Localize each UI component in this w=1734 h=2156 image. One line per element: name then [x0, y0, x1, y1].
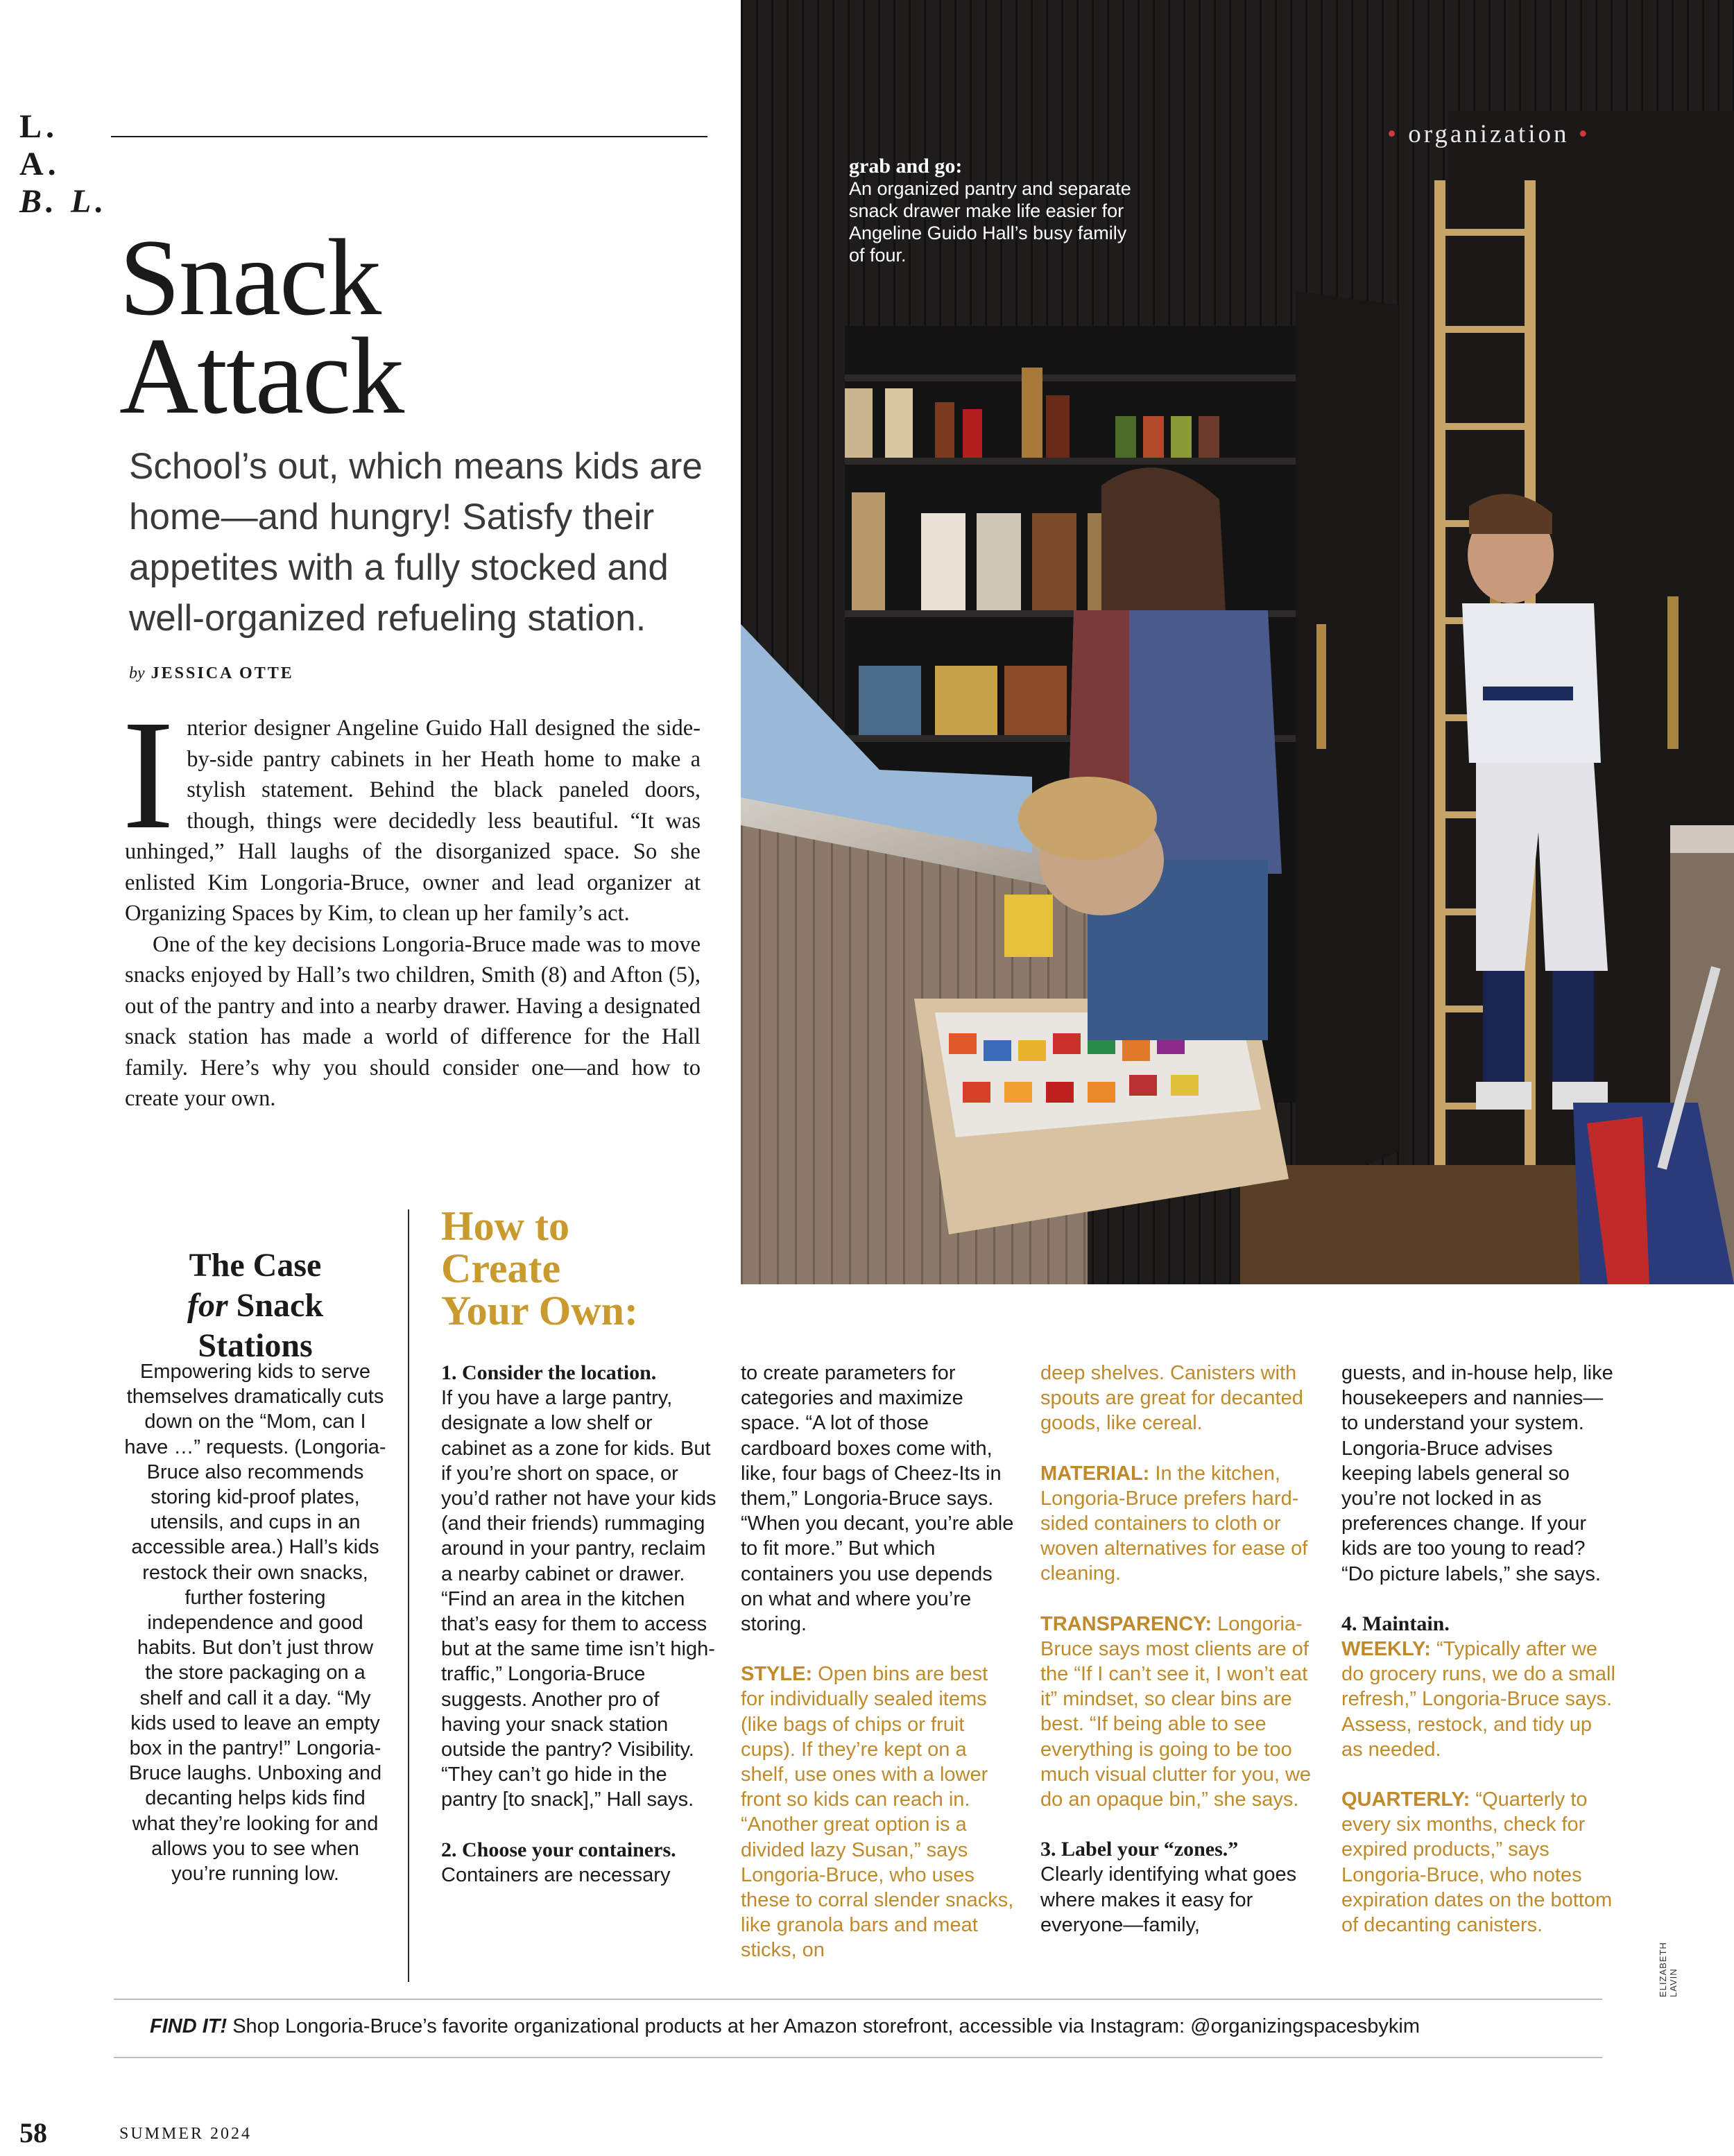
section-label: organization: [1408, 120, 1570, 148]
howto-column-1: [441, 1361, 717, 1913]
weekly-label: WEEKLY:: [1341, 1638, 1431, 1661]
quarterly-label: QUARTERLY:: [1341, 1788, 1470, 1811]
photo-credit: ELIZABETH LAVIN: [1658, 1942, 1679, 1997]
transparency-label: TRANSPARENCY:: [1040, 1612, 1212, 1635]
paragraph-2: One of the key decisions Longoria-Bruce made was to move snacks enjoyed by Hall’s two children, Smith (8) and Afton (5), out of the pantry and into a nearby drawer. Having a designated snack station has made a world of difference for the Hall family. Here’s why you should consider one—and how to create your own.: [125, 931, 701, 1111]
style-label: STYLE:: [741, 1663, 813, 1686]
article-deck: School’s out, which means kids are home—and hungry! Satisfy their appetites with a fully stocked and well-organized refueling station.: [129, 446, 703, 639]
step-3-text: Clearly identifying what goes where makes it easy for everyone—family,: [1040, 1863, 1297, 1936]
quarterly-tip: [1341, 1787, 1617, 1938]
caption-lead: grab and go:: [849, 155, 963, 178]
photo-caption: [849, 155, 1140, 266]
find-it-rule-top: [114, 1999, 1602, 2000]
header-rule: [111, 136, 707, 137]
transparency-text: Longoria-Bruce says most clients are of the “If I can’t see it, I won’t eat it” mindset, so clear bins are best. “If being able to see everything is going to be too much visual clutter for you, we do an opaque bin,” she says.: [1040, 1612, 1312, 1811]
sidebar-heading-line-1: The Case: [189, 1247, 322, 1284]
byline-prefix: by: [129, 664, 145, 682]
style-tip: [741, 1662, 1017, 1963]
caption-text: An organized pantry and separate snack drawer make life easier for Angeline Guido Hall’s busy family of four.: [849, 178, 1131, 266]
title-line-2: Attack: [119, 316, 404, 437]
step-3-continued: guests, and in-house help, like housekeepers and nannies—to understand your system. Longoria-Bruce advises keeping labels general so you’re not locked in as preferences change. If your kids are too young to read? “Do picture labels,” she says.: [1341, 1362, 1613, 1585]
material-label: MATERIAL:: [1040, 1462, 1150, 1485]
drop-cap: I: [122, 688, 175, 861]
style-tip-continued: deep shelves. Canisters with spouts are great for decanted goods, like cereal.: [1040, 1362, 1303, 1435]
logo-line-1: L. A.: [19, 108, 60, 182]
howto-heading: [441, 1205, 732, 1332]
title-line-1: Snack: [119, 217, 381, 338]
section-tag: [1387, 119, 1590, 149]
column-divider: [408, 1209, 409, 1982]
sidebar-heading: [123, 1245, 387, 1366]
article-body: [122, 688, 701, 1114]
find-it-rule-bottom: [114, 2057, 1602, 2058]
step-1-text: If you have a large pantry, designate a low shelf or cabinet as a zone for kids. But if you’re short on space, or you’d rather not have your kids (and their friends) rummaging around in your pantry, reclaim a nearby cabinet or drawer. “Find an area in the kitchen that’s easy for them to access but at the same time isn’t high-traffic,” Longoria-Bruce suggests. Another pro of having your snack station outside the pantry? Visibility. “They can’t go hide in the pantry [to snack],” Hall says.: [441, 1387, 716, 1811]
step-3-title: 3. Label your “zones.”: [1040, 1838, 1239, 1861]
sidebar-heading-snack: Snack: [228, 1287, 324, 1324]
byline: [129, 664, 294, 683]
material-text: In the kitchen, Longoria-Bruce prefers hard-sided containers to cloth or woven alternatives for ease of cleaning.: [1040, 1462, 1308, 1585]
section-dot-right: •: [1578, 120, 1590, 148]
howto-heading-line-3: Your Own:: [441, 1288, 638, 1334]
howto-heading-line-2: Create: [441, 1245, 561, 1291]
step-2-continued: to create parameters for categories and maximize space. “A lot of those cardboard boxes come with, like, four bags of Cheez-Its in them,” Longoria-Bruce says. “When you decant, you’re able to fit more.” But which containers you use depends on what and where you’re storing.: [741, 1362, 1014, 1636]
section-dot-left: •: [1387, 120, 1399, 148]
step-2-text: Containers are necessary: [441, 1863, 671, 1886]
paragraph-1: [122, 688, 701, 929]
howto-heading-line-1: How to: [441, 1203, 569, 1249]
howto-column-2: [741, 1361, 1017, 1988]
sidebar-body: Empowering kids to serve themselves dramatically cuts down on the “Mom, can I have …” requests. (Longoria-Bruce also recommends storing kid-proof plates, utensils, and cups in an accessible area.) Hall’s kids restock their own snacks, further fostering independence and good habits. But don’t just throw the store packaging on a shelf and call it a day. “My kids used to leave an empty box in the pantry!” Longoria-Bruce laughs. Unboxing and decanting helps kids find what they’re looking for and allows you to see when you’re running low.: [124, 1361, 386, 1886]
article-title: [119, 217, 605, 437]
find-it-text: Shop Longoria-Bruce’s favorite organizational products at her Amazon storefront, accessible via Instagram: @organizingspacesbykim: [227, 2015, 1420, 2037]
find-it-label: FIND IT!: [150, 2015, 228, 2037]
weekly-text: “Typically after we do grocery runs, we do a small refresh,” Longoria-Bruce says. Assess, restock, and tidy up as needed.: [1341, 1638, 1615, 1761]
find-it-note: [150, 2012, 1606, 2040]
sidebar-heading-line-3: Stations: [198, 1327, 313, 1364]
howto-column-4: [1341, 1361, 1617, 1963]
sidebar-heading-line-2: [123, 1286, 387, 1326]
step-1-title: 1. Consider the location.: [441, 1361, 657, 1384]
style-text: Open bins are best for individually sealed items (like bags of chips or fruit cups). If they’re kept on a shelf, use ones with a lower front so kids can reach in. “Another great option is a divided lazy Susan,” says Longoria-Bruce, who uses these to corral slender snacks, like granola bars and meat sticks, on: [741, 1663, 1014, 1962]
sidebar-heading-for: for: [187, 1287, 228, 1324]
transparency-tip: [1040, 1612, 1316, 1813]
step-4-title: 4. Maintain.: [1341, 1612, 1450, 1635]
quarterly-text: “Quarterly to every six months, check for expired products,” says Longoria-Bruce, who notes expiration dates on the bottom of decanting canisters.: [1341, 1788, 1613, 1937]
paragraph-1-text: nterior designer Angeline Guido Hall designed the side-by-side pantry cabinets in her Heath home to make a stylish statement. Behind the black paneled doors, though, things were decidedly less beautiful. “It was unhinged,” Hall laughs of the disorganized space. So she enlisted Kim Longoria-Bruce, owner and lead organizer at Organizing Spaces by Kim, to clean up her family’s act.: [125, 716, 701, 926]
step-2-title: 2. Choose your containers.: [441, 1838, 676, 1861]
magazine-logo: [19, 108, 110, 221]
logo-line-2: B. L.: [19, 183, 108, 220]
howto-column-3: [1040, 1361, 1316, 1963]
material-tip: [1040, 1461, 1316, 1587]
page-number: 58: [19, 2117, 47, 2148]
weekly-tip: [1341, 1637, 1617, 1762]
issue-label: SUMMER 2024: [119, 2125, 252, 2143]
byline-name: JESSICA OTTE: [151, 664, 294, 682]
